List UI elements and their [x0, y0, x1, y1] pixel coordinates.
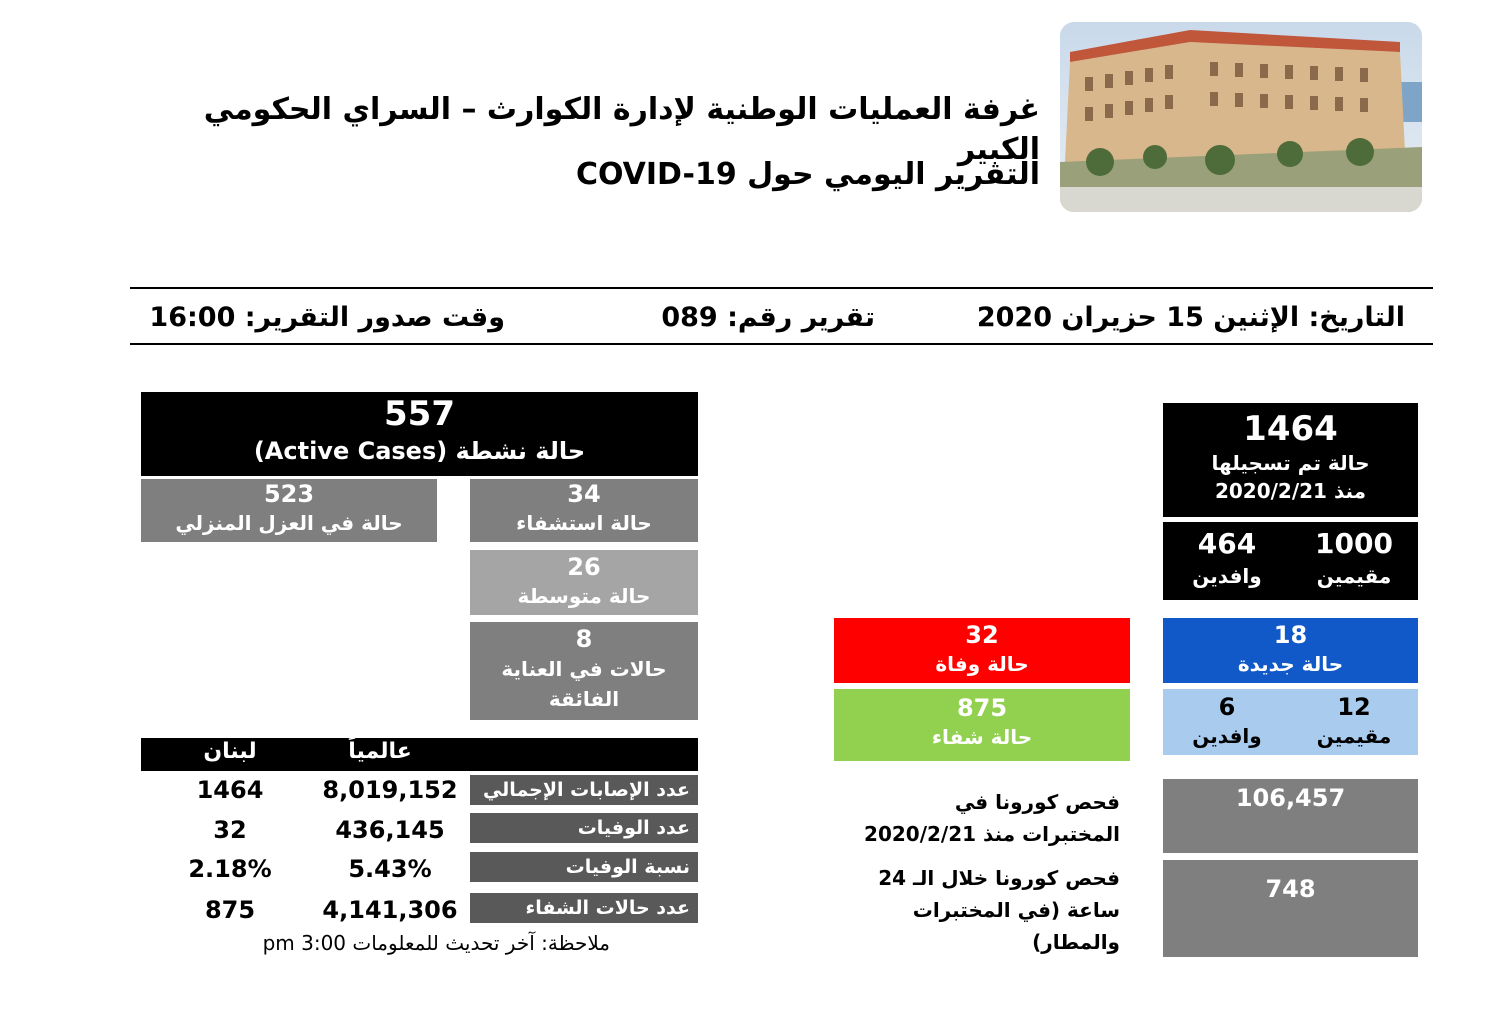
- update-note: ملاحظة: آخر تحديث للمعلومات 3:00 pm: [262, 931, 610, 955]
- moderate-cases-card: [470, 550, 698, 615]
- new-cases-value: 18: [1273, 621, 1308, 649]
- home-isolation-card: [141, 479, 437, 542]
- row-world-death-rate: 5.43%: [348, 855, 432, 883]
- recovered-label: حالة شفاء: [931, 725, 1033, 749]
- home-isolation-label: حالة في العزل المنزلي: [175, 511, 403, 535]
- hospitalized-label: حالة استشفاء: [516, 511, 652, 535]
- new-cases-arrivals: 6 وافدين: [1192, 693, 1262, 748]
- tests-total-label: فحص كورونا في المختبرات منذ 2020/2/21: [864, 790, 1120, 846]
- report-number: تقرير رقم: 089: [661, 302, 875, 333]
- home-isolation-value: 523: [263, 480, 315, 508]
- active-cases-card: [141, 392, 698, 476]
- registered-breakdown-card: [1163, 522, 1418, 600]
- grand-serail-photo: [1060, 22, 1422, 212]
- icu-cases-card: [470, 622, 698, 720]
- row-label-death-rate: نسبة الوفيات: [470, 852, 698, 882]
- registered-label: حالة تم تسجيلها: [1211, 451, 1370, 475]
- tests-total-value: 106,457: [1235, 784, 1346, 812]
- col-lebanon-header-visible: لبنان: [203, 739, 257, 764]
- registered-since: منذ 2020/2/21: [1214, 479, 1367, 503]
- deaths-card: [834, 618, 1130, 683]
- new-cases-residents: 12 مقيمين: [1316, 693, 1392, 748]
- active-cases-label: حالة نشطة (Active Cases): [253, 437, 586, 465]
- tests-total-card: [1163, 779, 1418, 853]
- moderate-cases-value: 26: [567, 553, 601, 581]
- bottom-divider: [130, 343, 1433, 345]
- hospitalized-card: [470, 479, 698, 542]
- tests-day-value: 748: [1265, 875, 1316, 903]
- report-issue-time: وقت صدور التقرير: 16:00: [149, 302, 505, 333]
- page-subtitle: التقرير اليومي حول COVID-19: [575, 157, 1040, 192]
- icu-cases-label: حالات في العناية الفائقة: [501, 657, 667, 711]
- row-lebanon-death-rate: 2.18%: [188, 855, 272, 883]
- report-date: التاريخ: الإثنين 15 حزيران 2020: [976, 302, 1405, 333]
- deaths-label: حالة وفاة: [935, 652, 1029, 676]
- col-world-header: عالمياً: [348, 739, 412, 764]
- row-label-recovered: عدد حالات الشفاء: [470, 893, 698, 923]
- row-label-total-cases: عدد الإصابات الإجمالي: [470, 775, 698, 805]
- row-world-recovered: 4,141,306: [322, 896, 458, 924]
- registered-cases-card: [1163, 403, 1418, 517]
- hospitalized-value: 34: [567, 480, 601, 508]
- row-lebanon-recovered: 875: [204, 896, 256, 924]
- new-cases-label: حالة جديدة: [1237, 652, 1344, 676]
- new-cases-breakdown-card: [1163, 689, 1418, 755]
- deaths-value: 32: [965, 621, 999, 649]
- row-label-deaths: عدد الوفيات: [470, 813, 698, 843]
- tests-day-card: [1163, 860, 1418, 957]
- top-divider: [130, 287, 1433, 289]
- row-lebanon-total-cases: 1464: [196, 776, 264, 804]
- registered-residents: 1000 مقيمين: [1315, 527, 1393, 588]
- tests-day-label: فحص كورونا خلال الـ 24 ساعة (في المختبرات والمطار): [878, 866, 1120, 954]
- page-title: غرفة العمليات الوطنية لإدارة الكوارث – السراي الحكومي الكبير: [203, 92, 1040, 167]
- recovered-value: 875: [956, 694, 1008, 722]
- registered-arrivals: 464 وافدين: [1192, 527, 1262, 588]
- row-lebanon-deaths: 32: [213, 816, 247, 844]
- moderate-cases-label: حالة متوسطة: [517, 584, 651, 608]
- row-world-deaths: 436,145: [335, 816, 445, 844]
- active-cases-value: 557: [384, 394, 455, 434]
- row-world-total-cases: 8,019,152: [322, 776, 458, 804]
- registered-total: 1464: [1243, 409, 1338, 449]
- new-cases-card: [1163, 618, 1418, 683]
- recovered-card: [834, 689, 1130, 761]
- icu-cases-value: 8: [575, 625, 593, 653]
